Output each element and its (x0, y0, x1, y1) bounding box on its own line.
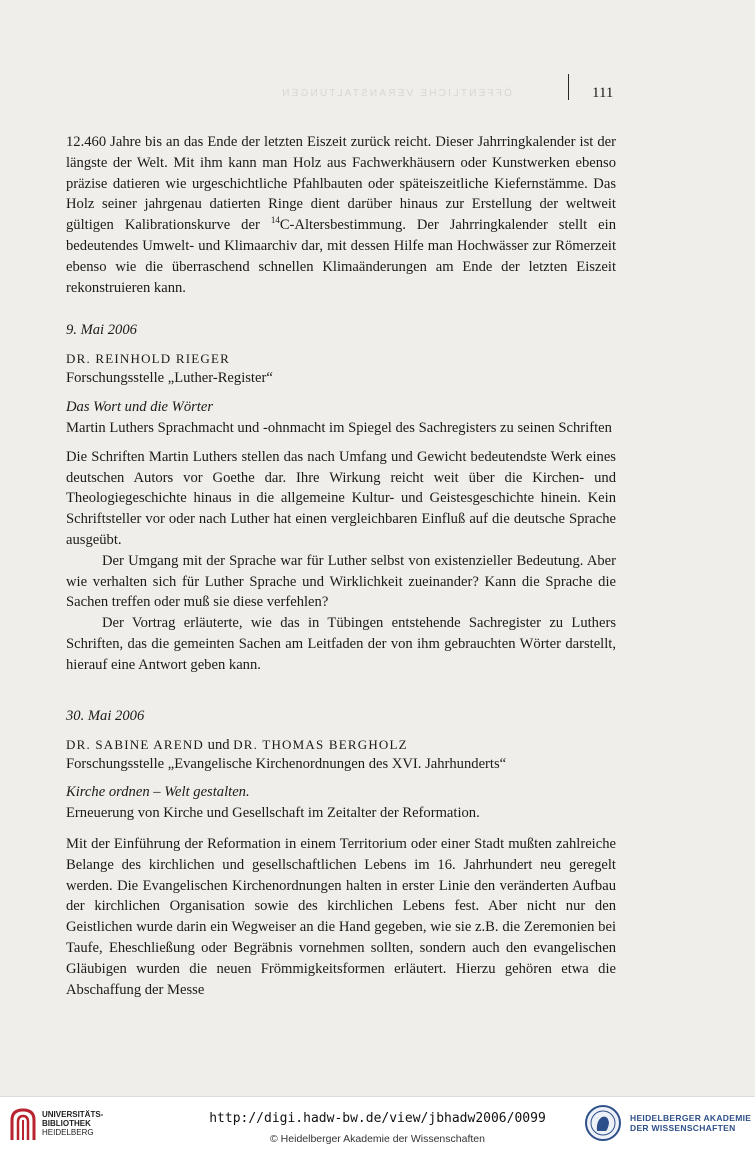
lecture-1-institution: Forschungsstelle „Luther-Register“ (66, 370, 273, 387)
viewer-footer (0, 1096, 755, 1152)
lecture-2-institution: Forschungsstelle „Evangelische Kirchenordnungen des XVI. Jahrhunderts“ (66, 755, 507, 772)
lecture-1-paragraph-2: Der Umgang mit der Sprache war für Luther selbst von existenzieller Bedeutung. Aber wie verhalten sich für Luther Sprache und Wirklichkeit zueinander? Kann die Sprache die Sachen treffen oder muß sie diese verfehlen? (66, 552, 616, 611)
lecture-1-paragraph-3: Der Vortrag erläuterte, wie das in Tübingen entstehende Sachregister zu Luthers Schriften, das die gemeinten Sachen am Leitfaden der von ihm gebrauchten Wörter darstellt, hierauf eine Antwort geben kann. (66, 615, 616, 673)
lecture-1-speaker: DR. REINHOLD RIEGER (66, 351, 230, 367)
lecture-2-date: 30. Mai 2006 (66, 707, 145, 724)
page-number: 111 (592, 85, 614, 101)
lecture-1-title: Das Wort und die Wörter (66, 399, 214, 416)
copyright-notice: © Heidelberger Akademie der Wissenschaften (270, 1133, 485, 1145)
page-body (66, 132, 616, 1000)
academy-seal-icon (584, 1103, 622, 1143)
lecture-2-speakers: DR. SABINE AREND und DR. THOMAS BERGHOLZ (66, 736, 408, 753)
lecture-2-paragraph: Mit der Einführung der Reformation in einem Territorium oder einer Stadt mußten zahlreiche Belange des kirchlichen und gesellschaftlichen Lebens im 16. Jahrhundert neu geregelt werden. Die Evangelischen Kirchenordnungen halten in erster Linie den veränderten Aufbau der kirchlichen Organisation sowie des kirchlichen Lebens fest. Aber nicht nur den Geistlichen wurde darin ein Wegweiser an die Hand gegeben, wie sie z.B. die Zeremonien bei Taufe, Eheschließung oder Begräbnis vornehmen sollten, sondern auch den evangelischen Gläubigen wurden die neuen Frömmigkeitsformen erläutert. Hierzu gehören etwa die Abschaffung der Messe (66, 835, 616, 998)
lecture-1-subtitle: Martin Luthers Sprachmacht und -ohnmacht im Spiegel des Sachregisters zu seinen Schriften (66, 419, 612, 436)
academy-name: HEIDELBERGER AKADEMIE DER WISSENSCHAFTEN (630, 1113, 752, 1133)
header-rule (568, 74, 569, 100)
superscript-14: 14 (270, 215, 280, 226)
running-head-show-through: ÖFFENTLICHE VERANSTALTUNGEN (280, 88, 512, 99)
intro-paragraph: 12.460 Jahre bis an das Ende der letzten Eiszeit zurück reicht. Dieser Jahrringkalender ist der längste der Welt. Mit ihm kann man Holz aus Fachwerkhäusern oder Kunstwerken ebenso präzise datieren wie urgeschichtliche Pfahlbauten oder späteiszeitliche Kiefernstämme. Das Holz seiner jahrgenau datierten Ringe dient darüber hinaus zur Erstellung der weltweit gültigen Kalibrationskurve der $^{14}$C-Altersbestimmung. Der Jahrringkalender stellt ein bedeutendes Umwelt- und Klimaarchiv dar, mit dessen Hilfe man Hochwässer zur Römerzeit ebenso wie die überraschend schnellen Klimaänderungen am Ende der letzten Eiszeit rekonstruieren kann. (66, 134, 616, 296)
lecture-2-title: Kirche ordnen – Welt gestalten. (66, 784, 250, 801)
university-library-name: UNIVERSITÄTS- BIBLIOTHEK HEIDELBERG (42, 1110, 104, 1137)
lecture-1-paragraph-1: Die Schriften Martin Luthers stellen das nach Umfang und Gewicht bedeutendste Werk eines deutschen Autors vor Goethe dar. Ihre Wirkung reicht weit über die Kirchen- und Theologiegeschichte hinaus in die allgemeine Kultur- und Geistesgeschichte hinein. Kein Schriftsteller vor oder nach Luther hat einen vergleichbaren Einfluß auf die deutsche Sprache ausgeübt. (66, 448, 616, 548)
lecture-2-subtitle: Erneuerung von Kirche und Gesellschaft im Zeitalter der Reformation. (66, 805, 480, 822)
lecture-1-date: 9. Mai 2006 (66, 322, 137, 339)
permalink-url[interactable]: http://digi.hadw-bw.de/view/jbhadw2006/0099 (209, 1111, 546, 1126)
